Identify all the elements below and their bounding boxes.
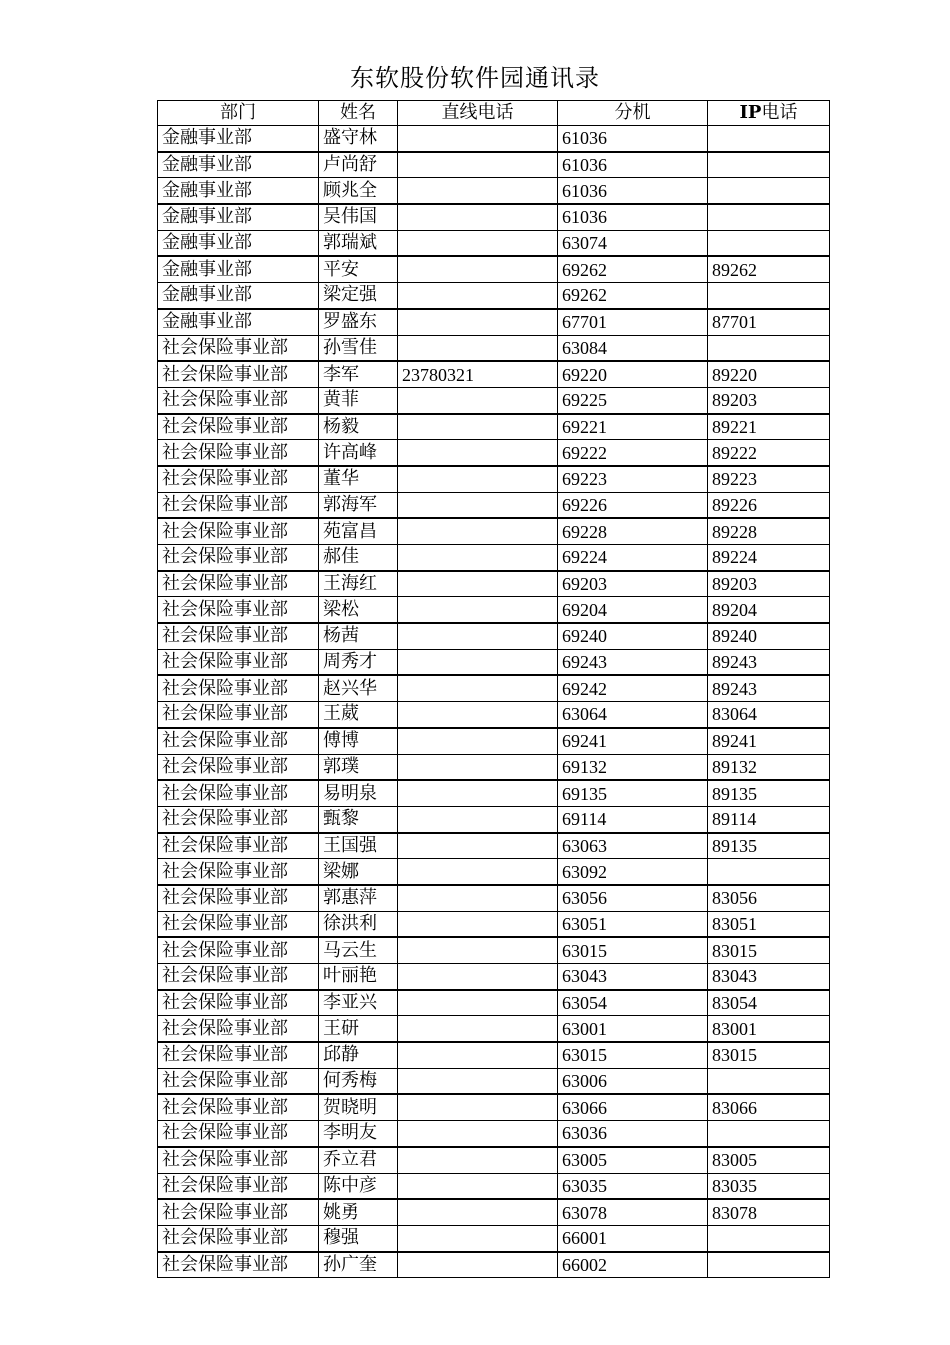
table-row — [158, 440, 830, 466]
cell-extension: 63015 — [558, 937, 708, 963]
table-row — [158, 283, 830, 309]
cell-ip-phone: 89240 — [708, 623, 830, 649]
cell-name: 黄菲 — [319, 387, 398, 413]
cell-direct-phone — [398, 964, 558, 990]
cell-name: 吴伟国 — [319, 204, 398, 230]
cell-extension: 63084 — [558, 335, 708, 361]
cell-extension: 69228 — [558, 518, 708, 544]
cell-extension: 69241 — [558, 728, 708, 754]
column-header-extension: 分机 — [558, 101, 708, 126]
cell-ip-phone: 83066 — [708, 1094, 830, 1120]
cell-direct-phone — [398, 387, 558, 413]
cell-dept: 社会保险事业部 — [158, 518, 319, 544]
cell-name: 郭海军 — [319, 492, 398, 518]
table-row — [158, 361, 830, 387]
table-row — [158, 1094, 830, 1120]
cell-extension: 63074 — [558, 230, 708, 256]
cell-extension: 63054 — [558, 990, 708, 1016]
cell-extension: 69135 — [558, 780, 708, 806]
cell-dept: 社会保险事业部 — [158, 1042, 319, 1068]
cell-ip-phone: 83043 — [708, 964, 830, 990]
cell-direct-phone — [398, 309, 558, 335]
cell-name: 郭璞 — [319, 754, 398, 780]
column-header-name: 姓名 — [319, 101, 398, 126]
cell-name: 苑富昌 — [319, 518, 398, 544]
table-row — [158, 230, 830, 256]
cell-extension: 66002 — [558, 1252, 708, 1278]
cell-ip-phone — [708, 1225, 830, 1251]
cell-extension: 69114 — [558, 806, 708, 832]
cell-name: 王海红 — [319, 571, 398, 597]
cell-ip-phone: 89114 — [708, 806, 830, 832]
cell-direct-phone — [398, 178, 558, 204]
cell-extension: 63092 — [558, 859, 708, 885]
cell-ip-phone — [708, 335, 830, 361]
cell-direct-phone — [398, 1016, 558, 1042]
cell-name: 叶丽艳 — [319, 964, 398, 990]
cell-direct-phone — [398, 545, 558, 571]
cell-extension: 61036 — [558, 126, 708, 152]
cell-ip-phone: 83051 — [708, 911, 830, 937]
cell-direct-phone — [398, 1094, 558, 1120]
cell-name: 梁娜 — [319, 859, 398, 885]
cell-dept: 社会保险事业部 — [158, 335, 319, 361]
cell-dept: 社会保险事业部 — [158, 937, 319, 963]
table-row — [158, 256, 830, 282]
cell-ip-phone — [708, 230, 830, 256]
table-row — [158, 571, 830, 597]
cell-dept: 社会保险事业部 — [158, 414, 319, 440]
cell-direct-phone — [398, 702, 558, 728]
table-row — [158, 1225, 830, 1251]
cell-ip-phone — [708, 1121, 830, 1147]
cell-name: 盛守林 — [319, 126, 398, 152]
column-header-dept: 部门 — [158, 101, 319, 126]
table-row — [158, 178, 830, 204]
cell-extension: 69240 — [558, 623, 708, 649]
table-row — [158, 335, 830, 361]
cell-ip-phone: 89221 — [708, 414, 830, 440]
cell-dept: 社会保险事业部 — [158, 623, 319, 649]
cell-dept: 金融事业部 — [158, 256, 319, 282]
cell-dept: 社会保险事业部 — [158, 964, 319, 990]
cell-direct-phone — [398, 806, 558, 832]
cell-direct-phone — [398, 833, 558, 859]
table-row — [158, 152, 830, 178]
table-row — [158, 833, 830, 859]
cell-direct-phone — [398, 728, 558, 754]
cell-dept: 社会保险事业部 — [158, 885, 319, 911]
cell-dept: 社会保险事业部 — [158, 466, 319, 492]
cell-direct-phone — [398, 990, 558, 1016]
cell-extension: 69132 — [558, 754, 708, 780]
cell-name: 梁定强 — [319, 283, 398, 309]
cell-direct-phone — [398, 518, 558, 544]
cell-direct-phone — [398, 283, 558, 309]
cell-name: 姚勇 — [319, 1199, 398, 1225]
cell-dept: 社会保险事业部 — [158, 990, 319, 1016]
table-row — [158, 990, 830, 1016]
cell-ip-phone — [708, 126, 830, 152]
cell-extension: 63051 — [558, 911, 708, 937]
cell-extension: 69223 — [558, 466, 708, 492]
cell-dept: 社会保险事业部 — [158, 833, 319, 859]
cell-dept: 社会保险事业部 — [158, 1147, 319, 1173]
cell-ip-phone: 83035 — [708, 1173, 830, 1199]
table-row — [158, 1042, 830, 1068]
cell-ip-phone — [708, 204, 830, 230]
cell-direct-phone — [398, 597, 558, 623]
cell-dept: 社会保险事业部 — [158, 702, 319, 728]
cell-dept: 社会保险事业部 — [158, 754, 319, 780]
table-row — [158, 414, 830, 440]
table-row — [158, 702, 830, 728]
cell-direct-phone — [398, 126, 558, 152]
table-row — [158, 1199, 830, 1225]
cell-ip-phone: 89226 — [708, 492, 830, 518]
cell-name: 孙雪佳 — [319, 335, 398, 361]
cell-direct-phone — [398, 1225, 558, 1251]
cell-ip-phone: 89135 — [708, 833, 830, 859]
table-row — [158, 597, 830, 623]
table-row — [158, 649, 830, 675]
cell-name: 孙广奎 — [319, 1252, 398, 1278]
cell-name: 王国强 — [319, 833, 398, 859]
cell-ip-phone: 89203 — [708, 571, 830, 597]
cell-direct-phone — [398, 492, 558, 518]
cell-name: 乔立君 — [319, 1147, 398, 1173]
column-header-ip-phone — [708, 101, 830, 126]
cell-name: 马云生 — [319, 937, 398, 963]
cell-name: 赵兴华 — [319, 675, 398, 701]
cell-dept: 社会保险事业部 — [158, 1173, 319, 1199]
cell-name: 王研 — [319, 1016, 398, 1042]
table-row — [158, 126, 830, 152]
cell-direct-phone — [398, 204, 558, 230]
cell-extension: 69203 — [558, 571, 708, 597]
cell-dept: 金融事业部 — [158, 204, 319, 230]
cell-ip-phone — [708, 1068, 830, 1094]
cell-extension: 69225 — [558, 387, 708, 413]
cell-direct-phone — [398, 1042, 558, 1068]
cell-dept: 社会保险事业部 — [158, 492, 319, 518]
directory-table — [157, 100, 830, 1278]
table-row — [158, 623, 830, 649]
cell-extension: 67701 — [558, 309, 708, 335]
cell-ip-phone: 83056 — [708, 885, 830, 911]
cell-dept: 社会保险事业部 — [158, 1016, 319, 1042]
cell-ip-phone: 89222 — [708, 440, 830, 466]
cell-dept: 金融事业部 — [158, 309, 319, 335]
cell-dept: 社会保险事业部 — [158, 1094, 319, 1120]
table-row — [158, 859, 830, 885]
cell-name: 顾兆全 — [319, 178, 398, 204]
cell-ip-phone: 89132 — [708, 754, 830, 780]
cell-name: 傅博 — [319, 728, 398, 754]
cell-name: 周秀才 — [319, 649, 398, 675]
cell-direct-phone — [398, 1121, 558, 1147]
header-row — [158, 101, 830, 126]
cell-ip-phone: 89204 — [708, 597, 830, 623]
cell-dept: 社会保险事业部 — [158, 1199, 319, 1225]
table-row — [158, 806, 830, 832]
cell-name: 徐洪利 — [319, 911, 398, 937]
document-title: 东软股份软件园通讯录 — [350, 64, 600, 92]
table-row — [158, 545, 830, 571]
cell-dept: 社会保险事业部 — [158, 728, 319, 754]
cell-name: 李亚兴 — [319, 990, 398, 1016]
ip-prefix: IP — [739, 102, 762, 123]
table-row — [158, 754, 830, 780]
cell-direct-phone — [398, 230, 558, 256]
cell-direct-phone — [398, 859, 558, 885]
cell-ip-phone: 89220 — [708, 361, 830, 387]
table-row — [158, 937, 830, 963]
cell-extension: 69226 — [558, 492, 708, 518]
column-header-direct-phone: 直线电话 — [398, 101, 558, 126]
cell-direct-phone: 23780321 — [398, 361, 558, 387]
cell-name: 平安 — [319, 256, 398, 282]
cell-extension: 69242 — [558, 675, 708, 701]
cell-dept: 社会保险事业部 — [158, 675, 319, 701]
cell-dept: 金融事业部 — [158, 283, 319, 309]
cell-name: 穆强 — [319, 1225, 398, 1251]
table-row — [158, 780, 830, 806]
cell-ip-phone: 89262 — [708, 256, 830, 282]
cell-extension: 69262 — [558, 283, 708, 309]
cell-extension: 63035 — [558, 1173, 708, 1199]
table-row — [158, 964, 830, 990]
cell-direct-phone — [398, 152, 558, 178]
cell-ip-phone: 89243 — [708, 649, 830, 675]
cell-dept: 社会保险事业部 — [158, 1121, 319, 1147]
cell-ip-phone: 89223 — [708, 466, 830, 492]
cell-extension: 69262 — [558, 256, 708, 282]
cell-dept: 社会保险事业部 — [158, 361, 319, 387]
cell-extension: 69220 — [558, 361, 708, 387]
cell-dept: 金融事业部 — [158, 126, 319, 152]
cell-direct-phone — [398, 675, 558, 701]
cell-direct-phone — [398, 1068, 558, 1094]
cell-direct-phone — [398, 256, 558, 282]
cell-extension: 61036 — [558, 152, 708, 178]
cell-direct-phone — [398, 1147, 558, 1173]
cell-extension: 61036 — [558, 178, 708, 204]
cell-ip-phone: 89241 — [708, 728, 830, 754]
cell-direct-phone — [398, 414, 558, 440]
cell-dept: 社会保险事业部 — [158, 597, 319, 623]
cell-extension: 63066 — [558, 1094, 708, 1120]
cell-name: 甄黎 — [319, 806, 398, 832]
cell-dept: 社会保险事业部 — [158, 780, 319, 806]
cell-direct-phone — [398, 440, 558, 466]
cell-dept: 金融事业部 — [158, 152, 319, 178]
cell-dept: 社会保险事业部 — [158, 545, 319, 571]
table-row — [158, 1252, 830, 1278]
cell-ip-phone — [708, 178, 830, 204]
cell-direct-phone — [398, 335, 558, 361]
cell-dept: 社会保险事业部 — [158, 440, 319, 466]
cell-direct-phone — [398, 649, 558, 675]
cell-dept: 社会保险事业部 — [158, 571, 319, 597]
cell-ip-phone: 83005 — [708, 1147, 830, 1173]
cell-extension: 63005 — [558, 1147, 708, 1173]
cell-ip-phone: 83001 — [708, 1016, 830, 1042]
table-row — [158, 466, 830, 492]
table-row — [158, 1016, 830, 1042]
cell-dept: 社会保险事业部 — [158, 1252, 319, 1278]
table-row — [158, 728, 830, 754]
cell-name: 何秀梅 — [319, 1068, 398, 1094]
cell-ip-phone: 83064 — [708, 702, 830, 728]
cell-extension: 63043 — [558, 964, 708, 990]
cell-name: 董华 — [319, 466, 398, 492]
cell-extension: 63001 — [558, 1016, 708, 1042]
cell-name: 梁松 — [319, 597, 398, 623]
cell-extension: 69222 — [558, 440, 708, 466]
cell-ip-phone: 87701 — [708, 309, 830, 335]
ip-suffix: 电话 — [761, 102, 798, 123]
cell-name: 贺晓明 — [319, 1094, 398, 1120]
table-row — [158, 911, 830, 937]
cell-ip-phone: 83078 — [708, 1199, 830, 1225]
cell-extension: 63078 — [558, 1199, 708, 1225]
table-row — [158, 309, 830, 335]
cell-dept: 社会保险事业部 — [158, 649, 319, 675]
cell-dept: 金融事业部 — [158, 178, 319, 204]
cell-direct-phone — [398, 466, 558, 492]
cell-dept: 社会保险事业部 — [158, 1068, 319, 1094]
cell-ip-phone: 83015 — [708, 937, 830, 963]
cell-extension: 63006 — [558, 1068, 708, 1094]
cell-direct-phone — [398, 623, 558, 649]
cell-direct-phone — [398, 885, 558, 911]
table-body — [158, 126, 830, 1278]
cell-extension: 63064 — [558, 702, 708, 728]
cell-dept: 社会保险事业部 — [158, 859, 319, 885]
cell-name: 罗盛东 — [319, 309, 398, 335]
cell-ip-phone: 83054 — [708, 990, 830, 1016]
table-row — [158, 675, 830, 701]
cell-dept: 社会保险事业部 — [158, 387, 319, 413]
cell-ip-phone: 89224 — [708, 545, 830, 571]
table-row — [158, 204, 830, 230]
cell-ip-phone: 89203 — [708, 387, 830, 413]
cell-extension: 66001 — [558, 1225, 708, 1251]
cell-direct-phone — [398, 911, 558, 937]
cell-ip-phone: 89135 — [708, 780, 830, 806]
cell-ip-phone — [708, 283, 830, 309]
cell-dept: 金融事业部 — [158, 230, 319, 256]
table-row — [158, 1121, 830, 1147]
cell-name: 易明泉 — [319, 780, 398, 806]
cell-name: 邱静 — [319, 1042, 398, 1068]
cell-name: 郭惠萍 — [319, 885, 398, 911]
cell-extension: 69224 — [558, 545, 708, 571]
cell-ip-phone: 89243 — [708, 675, 830, 701]
cell-direct-phone — [398, 1173, 558, 1199]
cell-name: 杨毅 — [319, 414, 398, 440]
cell-name: 卢尚舒 — [319, 152, 398, 178]
cell-ip-phone: 83015 — [708, 1042, 830, 1068]
cell-extension: 63036 — [558, 1121, 708, 1147]
cell-name: 陈中彦 — [319, 1173, 398, 1199]
cell-extension: 69204 — [558, 597, 708, 623]
cell-dept: 社会保险事业部 — [158, 1225, 319, 1251]
table-row — [158, 492, 830, 518]
cell-ip-phone: 89228 — [708, 518, 830, 544]
cell-name: 郝佳 — [319, 545, 398, 571]
cell-direct-phone — [398, 1252, 558, 1278]
cell-name: 李军 — [319, 361, 398, 387]
table-row — [158, 885, 830, 911]
cell-name: 李明友 — [319, 1121, 398, 1147]
cell-name: 郭瑞斌 — [319, 230, 398, 256]
cell-extension: 69243 — [558, 649, 708, 675]
table-row — [158, 387, 830, 413]
cell-direct-phone — [398, 780, 558, 806]
cell-extension: 63056 — [558, 885, 708, 911]
cell-name: 王葳 — [319, 702, 398, 728]
cell-extension: 63063 — [558, 833, 708, 859]
cell-dept: 社会保险事业部 — [158, 911, 319, 937]
cell-ip-phone — [708, 152, 830, 178]
cell-direct-phone — [398, 1199, 558, 1225]
table-row — [158, 518, 830, 544]
cell-name: 许高峰 — [319, 440, 398, 466]
cell-ip-phone — [708, 1252, 830, 1278]
cell-dept: 社会保险事业部 — [158, 806, 319, 832]
cell-ip-phone — [708, 859, 830, 885]
table-row — [158, 1173, 830, 1199]
cell-direct-phone — [398, 754, 558, 780]
table-row — [158, 1068, 830, 1094]
cell-extension: 63015 — [558, 1042, 708, 1068]
cell-direct-phone — [398, 571, 558, 597]
cell-name: 杨茜 — [319, 623, 398, 649]
cell-extension: 69221 — [558, 414, 708, 440]
cell-direct-phone — [398, 937, 558, 963]
table-row — [158, 1147, 830, 1173]
cell-extension: 61036 — [558, 204, 708, 230]
